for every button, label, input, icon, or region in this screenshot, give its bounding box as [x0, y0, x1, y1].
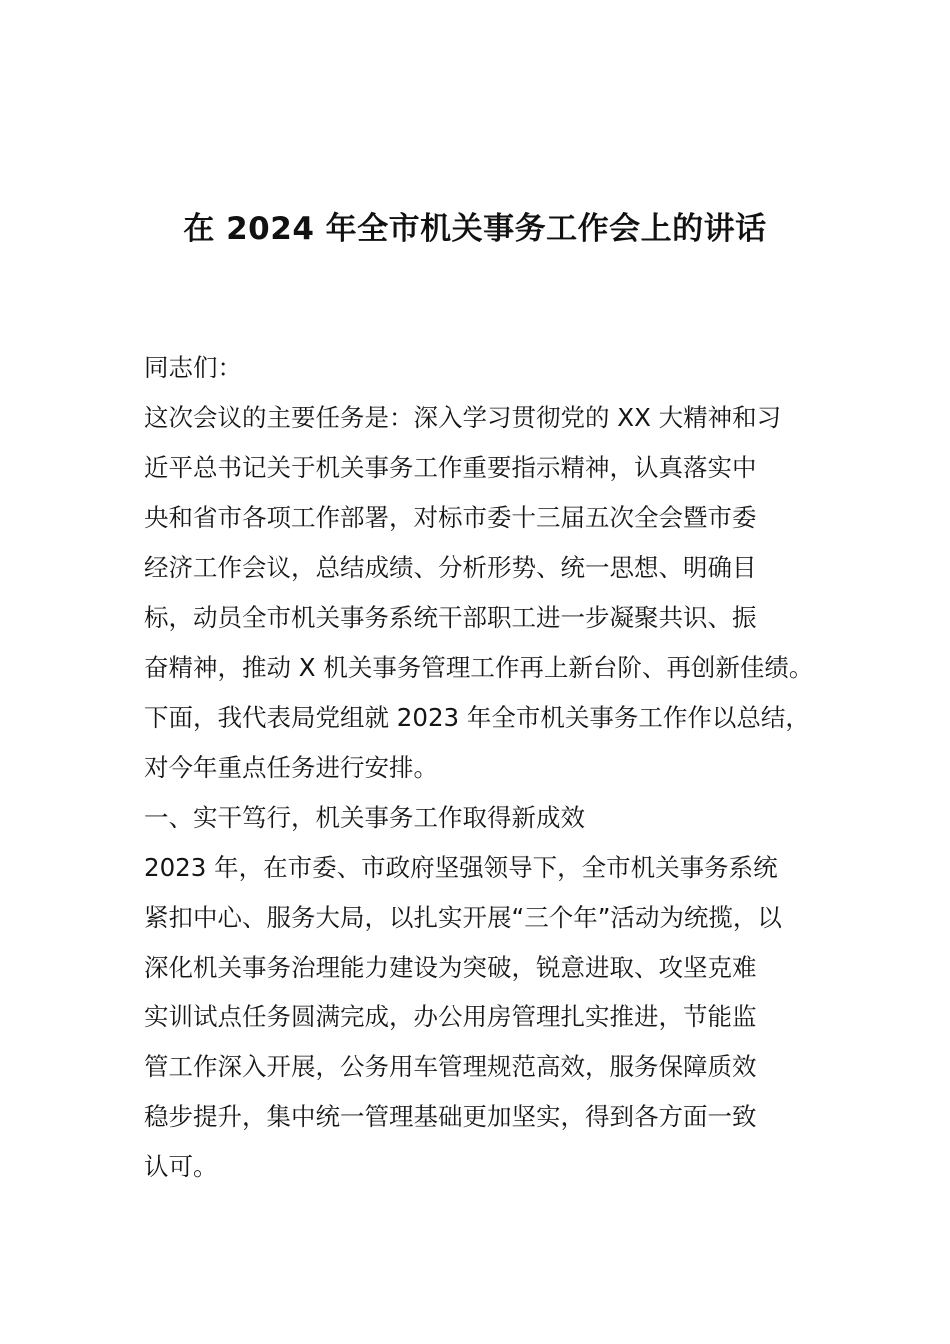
paragraph-line: 实训试点任务圆满完成，办公用房管理扎实推进，节能监 [144, 1002, 757, 1031]
paragraph-line: 标，动员全市机关事务系统干部职工进一步凝聚共识、振 [144, 603, 757, 632]
paragraph-line: 紧扣中心、服务大局，以扎实开展“三个年”活动为统揽，以 [144, 903, 782, 932]
paragraph-line: 这次会议的主要任务是：深入学习贯彻党的 XX 大精神和习 [144, 403, 782, 432]
paragraph-line: 2023 年，在市委、市政府坚强领导下，全市机关事务系统 [144, 853, 778, 882]
document-title: 在 2024 年全市机关事务工作会上的讲话 [183, 211, 767, 247]
paragraph-line: 稳步提升，集中统一管理基础更加坚实，得到各方面一致 [144, 1102, 757, 1131]
paragraph-line: 经济工作会议，总结成绩、分析形势、统一思想、明确目 [144, 553, 757, 582]
paragraph-line: 管工作深入开展，公务用车管理规范高效，服务保障质效 [144, 1052, 757, 1081]
section-heading: 一、实干笃行，机关事务工作取得新成效 [144, 803, 585, 832]
paragraph-line: 近平总书记关于机关事务工作重要指示精神，认真落实中 [144, 453, 757, 482]
paragraph-line: 奋精神，推动 X 机关事务管理工作再上新台阶、再创新佳绩。 [144, 653, 814, 682]
paragraph-line: 认可。 [144, 1152, 218, 1181]
paragraph-line: 下面，我代表局党组就 2023 年全市机关事务工作作以总结， [144, 703, 810, 732]
salutation: 同志们： [144, 353, 242, 382]
paragraph-line: 对今年重点任务进行安排。 [144, 753, 438, 782]
paragraph-line: 央和省市各项工作部署，对标市委十三届五次全会暨市委 [144, 503, 757, 532]
paragraph-line: 深化机关事务治理能力建设为突破，锐意进取、攻坚克难 [144, 953, 757, 982]
